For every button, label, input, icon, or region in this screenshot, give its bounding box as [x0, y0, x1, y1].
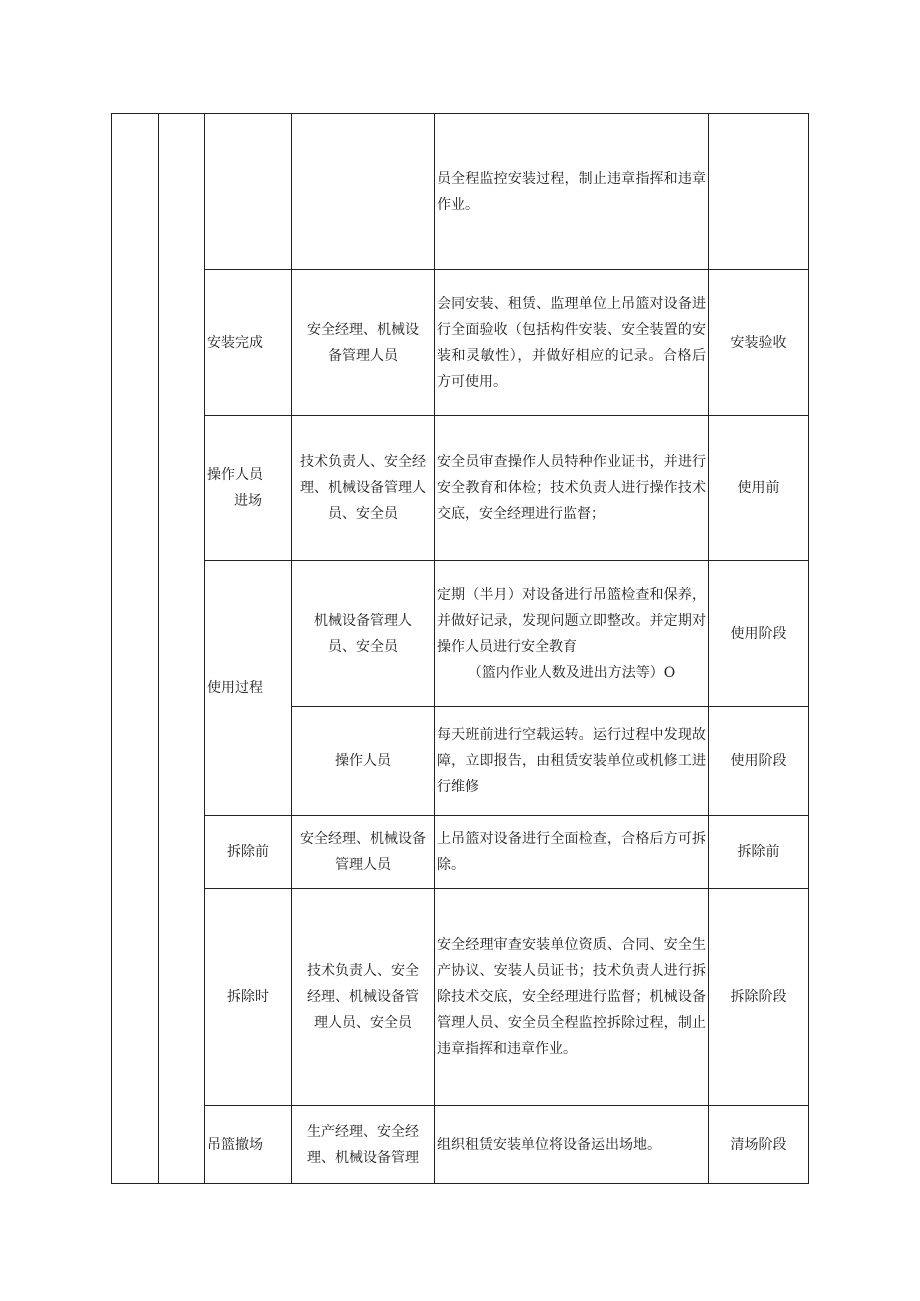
- role-line: 生产经理、安全经: [307, 1123, 419, 1140]
- timing-text: 安装验收: [730, 334, 787, 351]
- duty-text: 组织租赁安装单位将设备运出场地。: [437, 1136, 661, 1153]
- stage-cell: [205, 889, 292, 1106]
- table-row: [112, 114, 809, 270]
- stage-line: 操作人员: [207, 467, 263, 483]
- duty-text: 员全程监控安装过程，制止违章指挥和违章作业。: [437, 170, 706, 213]
- timing-cell: [709, 416, 809, 561]
- timing-text: 使用阶段: [730, 753, 787, 769]
- duty-cell: [435, 561, 709, 707]
- role-line: 操作人员: [335, 753, 391, 769]
- role-line: 理人员、安全员: [314, 1015, 412, 1031]
- duty-cell: [435, 707, 709, 816]
- role-line: 安全经理、机械设: [307, 321, 419, 338]
- role-line: 备管理人员: [328, 347, 398, 364]
- role-cell: [292, 1106, 435, 1184]
- role-line: 机械设备管理人: [314, 612, 412, 629]
- timing-text: 清场阶段: [730, 1136, 787, 1153]
- duty-cell: [435, 270, 709, 416]
- table-row: [112, 561, 809, 707]
- duty-text: 每天班前进行空载运转。运行过程中发现故障，立即报告，由租赁安装单位或机修工进行维修: [437, 727, 706, 795]
- role-line: 员、安全员: [328, 638, 398, 655]
- timing-cell: [709, 889, 809, 1106]
- role-cell: [292, 816, 435, 889]
- timing-text: 使用前: [737, 480, 780, 496]
- table-row: [112, 889, 809, 1106]
- stage-cell: [205, 416, 292, 561]
- stage-text: 吊篮撤场: [207, 1136, 263, 1153]
- table-row: [112, 1106, 809, 1184]
- timing-cell: [709, 1106, 809, 1184]
- duty-text: （篮内作业人数及进出方法等）O: [467, 664, 676, 681]
- duty-text: 安全员审查操作人员特种作业证书，并进行安全教育和体检；技术负责人进行操作技术交底，安全经理进行监督；: [437, 454, 706, 522]
- blank-column-2: [159, 114, 205, 1184]
- stage-cell: [205, 114, 292, 270]
- stage-text: 安装完成: [207, 334, 263, 351]
- stage-cell: [205, 270, 292, 416]
- timing-text: 拆除前: [737, 844, 780, 860]
- role-line: 理、机械设备管理人: [300, 480, 426, 496]
- timing-cell: [709, 707, 809, 816]
- stage-cell: [205, 1106, 292, 1184]
- role-line: 技术负责人、安全: [307, 963, 419, 979]
- stage-text: 使用过程: [207, 680, 263, 696]
- table-row: [112, 816, 809, 889]
- duty-cell: [435, 114, 709, 270]
- stage-cell: [205, 816, 292, 889]
- timing-cell: [709, 816, 809, 889]
- role-cell: [292, 561, 435, 707]
- responsibility-table: [111, 113, 809, 1184]
- role-cell: [292, 889, 435, 1106]
- duty-cell: [435, 816, 709, 889]
- role-line: 安全经理、机械设备: [300, 831, 426, 847]
- table-row: [112, 416, 809, 561]
- role-cell: [292, 707, 435, 816]
- timing-text: 拆除阶段: [730, 989, 787, 1005]
- role-line: 技术负责人、安全经: [300, 454, 426, 470]
- table-row: [112, 270, 809, 416]
- role-cell: [292, 114, 435, 270]
- stage-text: 拆除前: [227, 844, 269, 860]
- timing-cell: [709, 270, 809, 416]
- role-line: 理、机械设备管理: [307, 1149, 419, 1166]
- duty-text: 会同安装、租赁、监理单位上吊篮对设备进行全面验收（包括构件安装、安全装置的安装和灵敏性），并做好相应的记录。合格后方可使用。: [437, 295, 706, 390]
- duty-text: 上吊篮对设备进行全面检查，合格后方可拆除。: [437, 831, 706, 873]
- duty-cell: [435, 1106, 709, 1184]
- stage-line: 进场: [234, 493, 262, 509]
- role-line: 员、安全员: [328, 506, 398, 522]
- blank-column-1: [112, 114, 159, 1184]
- duty-text: 定期（半月）对设备进行吊篮检查和保养，并做好记录，发现问题立即整改。并定期对操作人员进行安全教育: [437, 586, 706, 655]
- timing-text: 使用阶段: [730, 625, 787, 642]
- timing-cell: [709, 114, 809, 270]
- role-cell: [292, 270, 435, 416]
- duty-cell: [435, 416, 709, 561]
- stage-cell: [205, 561, 292, 816]
- stage-text: 拆除时: [227, 989, 269, 1005]
- role-line: 管理人员: [335, 857, 391, 873]
- role-line: 经理、机械设备管: [307, 989, 419, 1005]
- role-cell: [292, 416, 435, 561]
- timing-cell: [709, 561, 809, 707]
- duty-text: 安全经理审查安装单位资质、合同、安全生产协议、安装人员证书；技术负责人进行拆除技术交底，安全经理进行监督；机械设备管理人员、安全员全程监控拆除过程，制止违章指挥和违章作业。: [437, 937, 706, 1057]
- duty-cell: [435, 889, 709, 1106]
